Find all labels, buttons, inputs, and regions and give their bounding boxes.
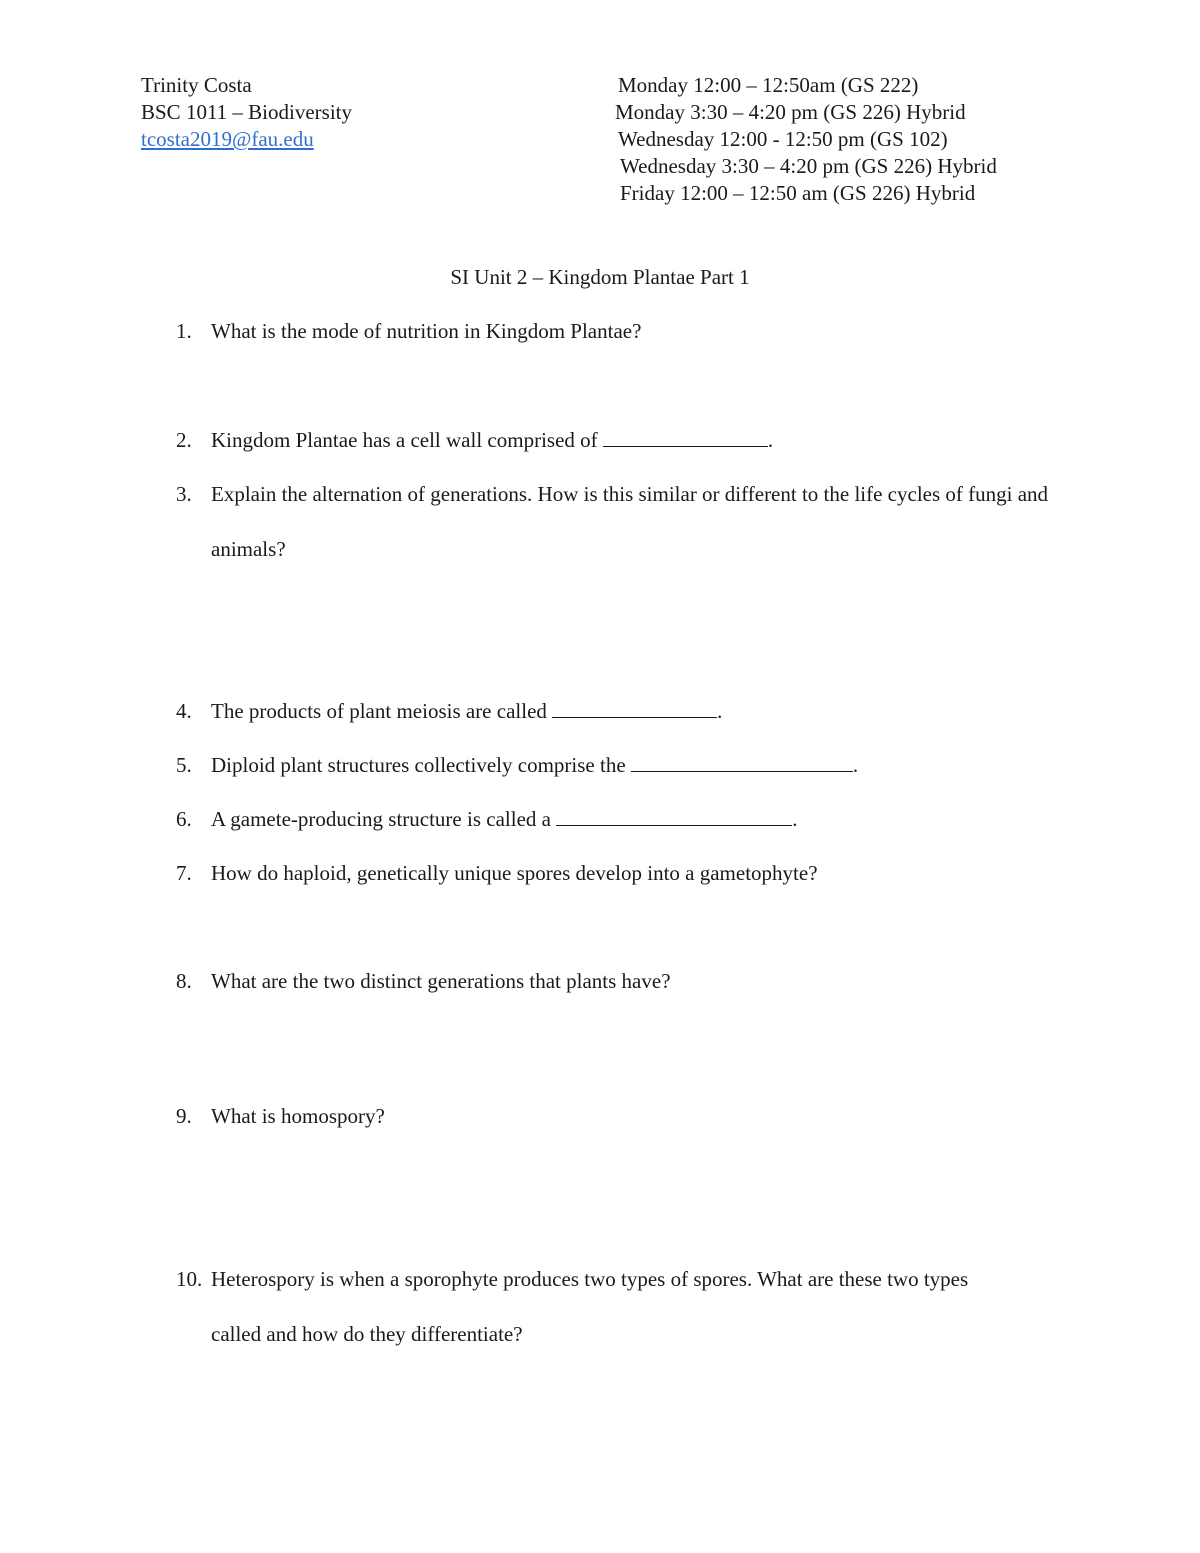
schedule-line: Friday 12:00 – 12:50 am (GS 226) Hybrid [620, 181, 976, 205]
question-number: 1. [176, 319, 192, 343]
question-text: How do haploid, genetically unique spores develop into a gametophyte? [211, 861, 818, 885]
course-name: BSC 1011 – Biodiversity [141, 100, 352, 124]
question-number: 2. [176, 428, 192, 452]
schedule-line: Wednesday 3:30 – 4:20 pm (GS 226) Hybrid [620, 154, 997, 178]
question-number: 3. [176, 482, 192, 506]
author-name: Trinity Costa [141, 73, 252, 97]
question-text: The products of plant meiosis are called [211, 699, 547, 723]
question-number: 4. [176, 699, 192, 723]
schedule-line: Monday 12:00 – 12:50am (GS 222) [618, 73, 919, 97]
question-end: . [792, 807, 798, 831]
question-text: Heterospory is when a sporophyte produces two types of spores. What are these two types called and how do they differentiate? [211, 1267, 969, 1346]
question-number: 5. [176, 753, 192, 777]
question-text: A gamete-producing structure is called a [211, 807, 551, 831]
question-text: Explain the alternation of generations. How is this similar or different to the life cycles of fungi and animals? [211, 482, 1049, 561]
question-number: 8. [176, 969, 192, 993]
question-end: . [767, 428, 774, 452]
answer-blank[interactable] [603, 428, 768, 447]
email-link[interactable]: tcosta2019@fau.edu [141, 127, 314, 151]
question-text: What are the two distinct generations that plants have? [211, 969, 671, 993]
answer-blank[interactable] [631, 753, 853, 772]
question-text: What is homospory? [211, 1104, 385, 1128]
question-number: 10. [176, 1267, 203, 1291]
question-text: What is the mode of nutrition in Kingdom Plantae? [211, 319, 642, 343]
question-end: . [852, 753, 859, 777]
question-number: 9. [176, 1104, 192, 1128]
schedule-line: Wednesday 12:00 - 12:50 pm (GS 102) [618, 127, 948, 151]
question-number: 6. [176, 807, 192, 831]
worksheet-title: SI Unit 2 – Kingdom Plantae Part 1 [450, 265, 750, 289]
answer-blank[interactable] [556, 807, 792, 826]
question-text: Kingdom Plantae has a cell wall comprised of [211, 428, 598, 452]
question-end: . [717, 699, 723, 723]
author-info [141, 72, 352, 153]
question-number: 7. [176, 861, 192, 885]
answer-blank[interactable] [552, 699, 717, 718]
question-text: Diploid plant structures collectively comprise the [211, 753, 626, 777]
session-schedule [615, 72, 997, 207]
schedule-line: Monday 3:30 – 4:20 pm (GS 226) Hybrid [615, 100, 966, 124]
